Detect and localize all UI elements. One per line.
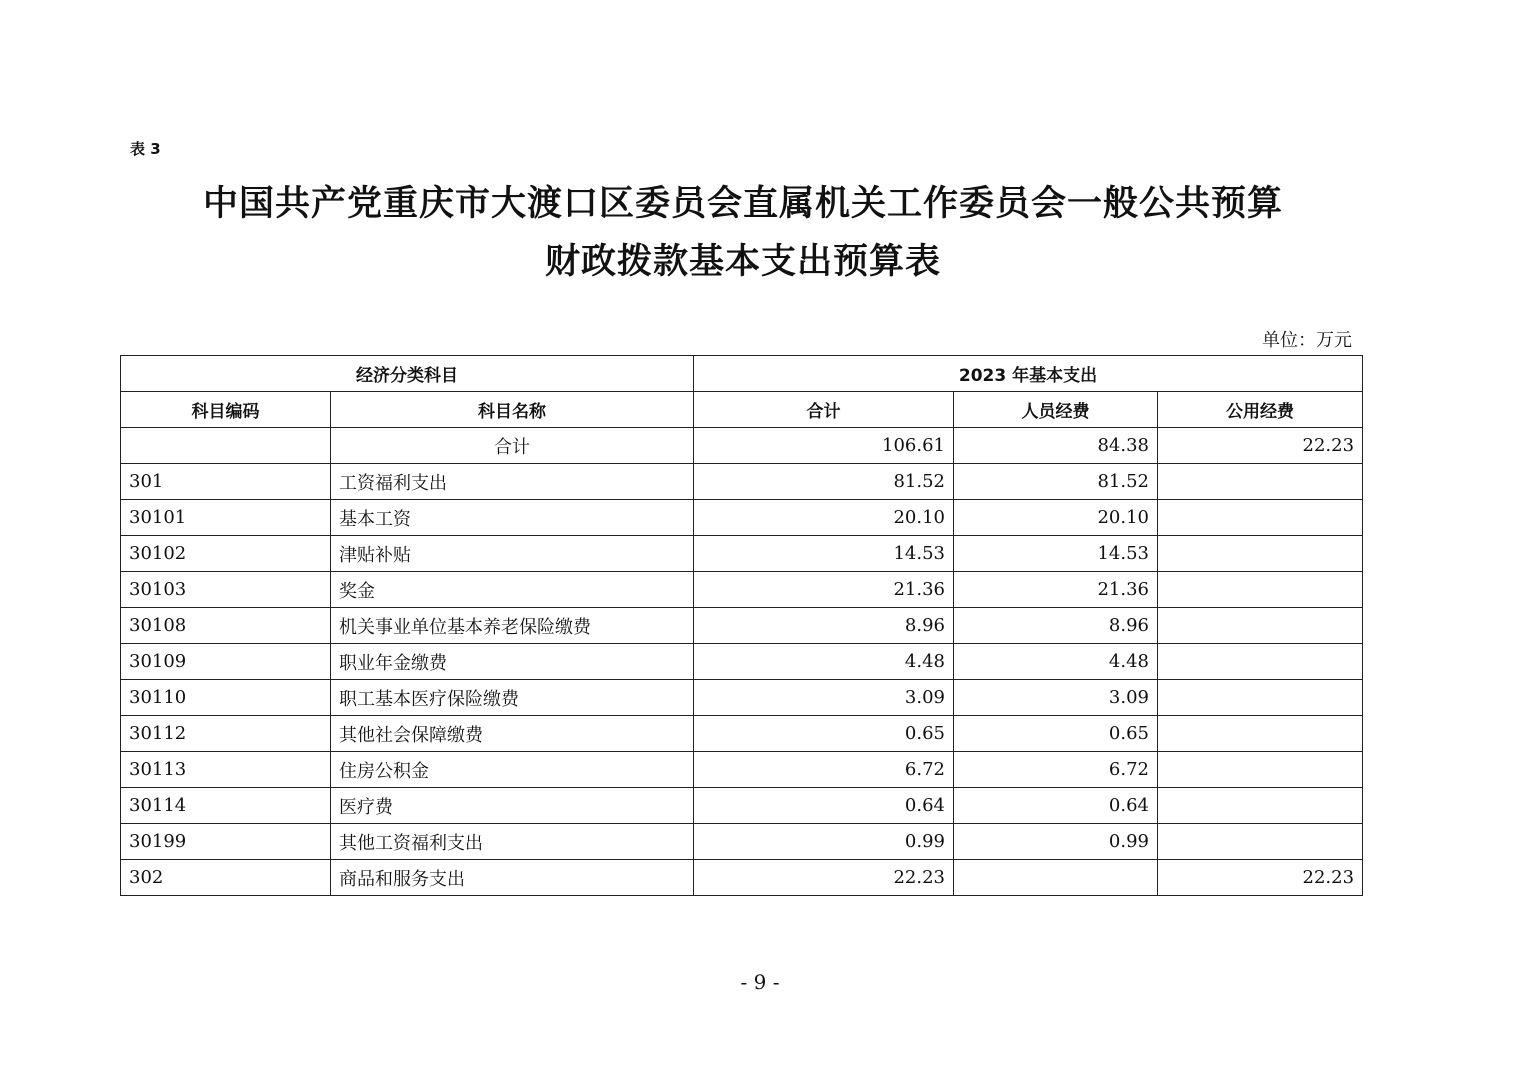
row-personnel: 0.64: [954, 788, 1158, 824]
row-name: 津贴补贴: [331, 536, 694, 572]
total-row-total: 106.61: [694, 428, 954, 464]
row-total: 81.52: [694, 464, 954, 500]
total-row-personnel: 84.38: [954, 428, 1158, 464]
row-public: 22.23: [1158, 860, 1363, 896]
document-title-line-2: 财政拨款基本支出预算表: [544, 242, 941, 282]
row-public: [1158, 536, 1363, 572]
header-personnel: 人员经费: [954, 392, 1158, 428]
row-public: [1158, 788, 1363, 824]
row-personnel: 6.72: [954, 752, 1158, 788]
row-code: 30102: [121, 536, 331, 572]
row-personnel: [954, 860, 1158, 896]
row-total: 14.53: [694, 536, 954, 572]
header-name: 科目名称: [331, 392, 694, 428]
row-public: [1158, 464, 1363, 500]
row-personnel: 0.99: [954, 824, 1158, 860]
header-column-row: [121, 392, 1363, 428]
row-code: 30114: [121, 788, 331, 824]
row-total: 3.09: [694, 680, 954, 716]
total-row-name: 合计: [331, 428, 694, 464]
table-row: [121, 824, 1363, 860]
row-name: 医疗费: [331, 788, 694, 824]
budget-table: [120, 355, 1363, 896]
row-code: 30110: [121, 680, 331, 716]
header-group-row: [121, 356, 1363, 392]
row-total: 8.96: [694, 608, 954, 644]
row-name: 机关事业单位基本养老保险缴费: [331, 608, 694, 644]
row-personnel: 0.65: [954, 716, 1158, 752]
row-total: 20.10: [694, 500, 954, 536]
header-economic-classification: 经济分类科目: [121, 356, 694, 392]
table-row: [121, 788, 1363, 824]
row-name: 住房公积金: [331, 752, 694, 788]
row-personnel: 21.36: [954, 572, 1158, 608]
table-row: [121, 572, 1363, 608]
row-public: [1158, 500, 1363, 536]
table-row: [121, 644, 1363, 680]
row-name: 职工基本医疗保险缴费: [331, 680, 694, 716]
row-public: [1158, 824, 1363, 860]
table-label: 表 3: [130, 140, 161, 158]
total-row-code: [121, 428, 331, 464]
row-name: 商品和服务支出: [331, 860, 694, 896]
row-public: [1158, 680, 1363, 716]
table-row: [121, 608, 1363, 644]
row-personnel: 3.09: [954, 680, 1158, 716]
row-personnel: 20.10: [954, 500, 1158, 536]
total-row-public: 22.23: [1158, 428, 1363, 464]
document-title-line-1: 中国共产党重庆市大渡口区委员会直属机关工作委员会一般公共预算: [202, 184, 1283, 224]
row-code: 30112: [121, 716, 331, 752]
header-code: 科目编码: [121, 392, 331, 428]
row-public: [1158, 644, 1363, 680]
total-row: [121, 428, 1363, 464]
row-personnel: 4.48: [954, 644, 1158, 680]
row-personnel: 14.53: [954, 536, 1158, 572]
row-code: 30113: [121, 752, 331, 788]
row-total: 22.23: [694, 860, 954, 896]
row-total: 0.65: [694, 716, 954, 752]
row-code: 302: [121, 860, 331, 896]
page-number: - 9 -: [740, 970, 780, 994]
table-row: [121, 860, 1363, 896]
row-name: 基本工资: [331, 500, 694, 536]
row-name: 其他社会保障缴费: [331, 716, 694, 752]
row-code: 30103: [121, 572, 331, 608]
header-basic-expenditure: 2023 年基本支出: [694, 356, 1363, 392]
row-public: [1158, 716, 1363, 752]
row-total: 6.72: [694, 752, 954, 788]
row-name: 奖金: [331, 572, 694, 608]
row-code: 30108: [121, 608, 331, 644]
table-row: [121, 680, 1363, 716]
row-code: 301: [121, 464, 331, 500]
table-row: [121, 536, 1363, 572]
row-total: 4.48: [694, 644, 954, 680]
row-code: 30101: [121, 500, 331, 536]
row-public: [1158, 752, 1363, 788]
row-name: 其他工资福利支出: [331, 824, 694, 860]
row-personnel: 81.52: [954, 464, 1158, 500]
row-code: 30109: [121, 644, 331, 680]
row-public: [1158, 608, 1363, 644]
unit-label: 单位：万元: [1262, 330, 1352, 351]
row-name: 职业年金缴费: [331, 644, 694, 680]
row-code: 30199: [121, 824, 331, 860]
header-public: 公用经费: [1158, 392, 1363, 428]
table-row: [121, 716, 1363, 752]
table-row: [121, 752, 1363, 788]
table-row: [121, 464, 1363, 500]
row-total: 0.64: [694, 788, 954, 824]
header-total: 合计: [694, 392, 954, 428]
row-total: 21.36: [694, 572, 954, 608]
table-row: [121, 500, 1363, 536]
row-total: 0.99: [694, 824, 954, 860]
row-name: 工资福利支出: [331, 464, 694, 500]
row-public: [1158, 572, 1363, 608]
row-personnel: 8.96: [954, 608, 1158, 644]
